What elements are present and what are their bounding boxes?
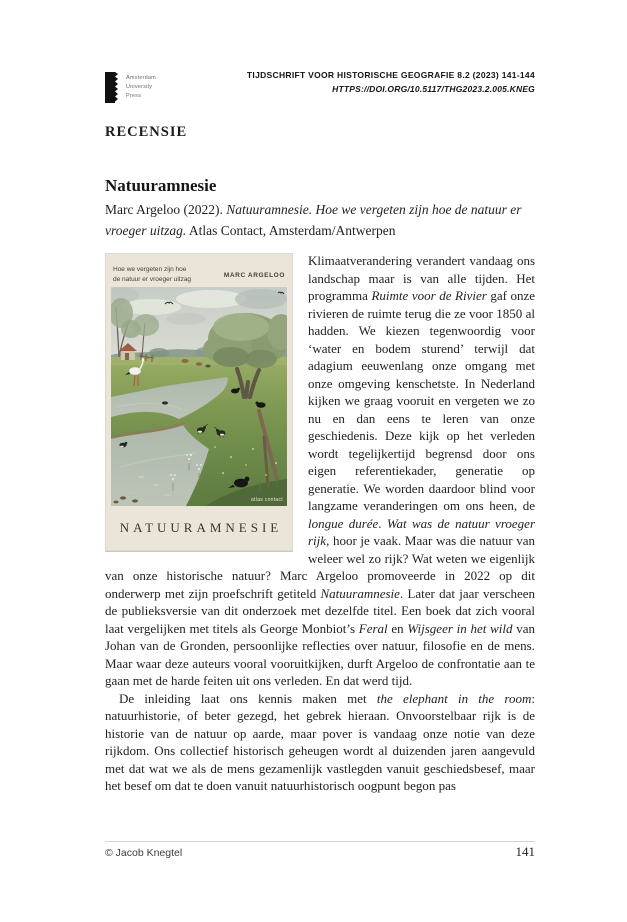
book-cover: [105, 253, 293, 551]
aup-logo-icon: [105, 72, 121, 103]
cover-top-band: [106, 254, 292, 287]
cover-title-band: [106, 506, 292, 550]
swimming-bird: [162, 401, 168, 404]
page-header: [105, 68, 535, 99]
cover-author: MARC ARGELOO: [223, 271, 285, 279]
cover-title: NATUURAMNESIE: [119, 520, 283, 536]
publisher-name-line: University: [126, 84, 153, 90]
copyright-credit: © Jacob Knegtel: [105, 847, 183, 859]
journal-reference: TIJDSCHRIFT VOOR HISTORISCHE GEOGRAFIE 8.2 (2023) 141-144: [246, 70, 535, 80]
doi-link[interactable]: HTTPS://DOI.ORG/10.5117/THG2023.2.005.KNEG: [332, 84, 535, 94]
review-title: Natuuramnesie: [105, 176, 217, 195]
publisher-name: [126, 72, 156, 101]
publisher-name-line: Amsterdam: [126, 75, 156, 81]
publisher-logo: [105, 72, 156, 103]
cover-subtitle-line: Hoe we vergeten zijn hoe: [113, 266, 187, 273]
cover-painting: [111, 287, 287, 506]
section-label: RECENSIE: [105, 124, 188, 140]
book-citation: Marc Argeloo (2022). Natuuramnesie. Hoe we vergeten zijn hoe de natuur er vroeger uitzag. Atlas Contact, Amsterdam/Antwerpen: [105, 202, 522, 238]
cover-subtitle: [113, 265, 191, 284]
cover-subtitle-line: de natuur er vroeger uitzag: [113, 275, 192, 283]
publisher-name-line: Press: [126, 93, 142, 99]
article-body: [105, 252, 535, 795]
page-number: 141: [515, 844, 535, 859]
cover-publisher-mark: atlas contact: [251, 497, 283, 503]
landscape-painting-icon: [111, 287, 287, 506]
title-block: [105, 176, 535, 241]
body-paragraph-1: Klimaatverandering verandert vandaag ons landschap maar is van alle tijden. Het programma Ruimte voor de Rivier gaf onze rivieren de ruimte terug die ze voor 1850 al hadden. We kiezen tegenwoordig voor ‘water en bodem sturend’ terwijl dat adagium eeuwenlang onze omgang met onze omgeving kenschetste. In Nederland kijken we graag vooruit en vergeten we zo nu en dan eens te leren van onze geschiedenis. Deze kijk op het verleden wordt tegelijkertijd begrensd door ons eigen referentiekader, generatie op generatie. We worden daardoor blind voor langzame veranderingen om ons heen, de longue durée. Wat was de natuur vroeger rijk, hoor je vaak. Maar was die natuur van weleer wel zo rijk? Wat weten we eigenlijk van onze historische natuur? Marc Argeloo promoveerde in 2022 op dit onderwerp met zijn proefschrift getiteld Natuuramnesie. Later dat jaar verscheen de publieksversie van dit onderzoek met dezelfde titel. Een boek dat zich vooral laat vergelijken met titels als George Monbiot’s Feral en Wijsgeer in het wild van Johan van de Gronden, persoonlijke reflecties over natuur, filosofie en de mens. Maar waar deze auteurs vooral vooruitkijken, durft Argeloo de confrontatie aan te gaan met de harde feiten uit ons verleden. En dat werd tijd.: [105, 253, 536, 688]
body-paragraph-2: De inleiding laat ons kennis maken met the elephant in the room: natuurhistorie, of beter gezegd, het gebrek hieraan. Onvoorstelbaar rijk is de historie van de natuur op aarde, maar pover is vandaag onze notie van deze rijkdom. Ons collectief historisch geheugen wordt al duizenden jaren aangevuld met dat wat we als de mens gezamenlijk vastlegden vanuit geschiedsbesef, maar het besef om dat te doen vanuit natuurhistorisch oogpunt begon pas: [105, 690, 535, 793]
journal-header: [105, 68, 535, 96]
footer-rule: [105, 841, 535, 842]
